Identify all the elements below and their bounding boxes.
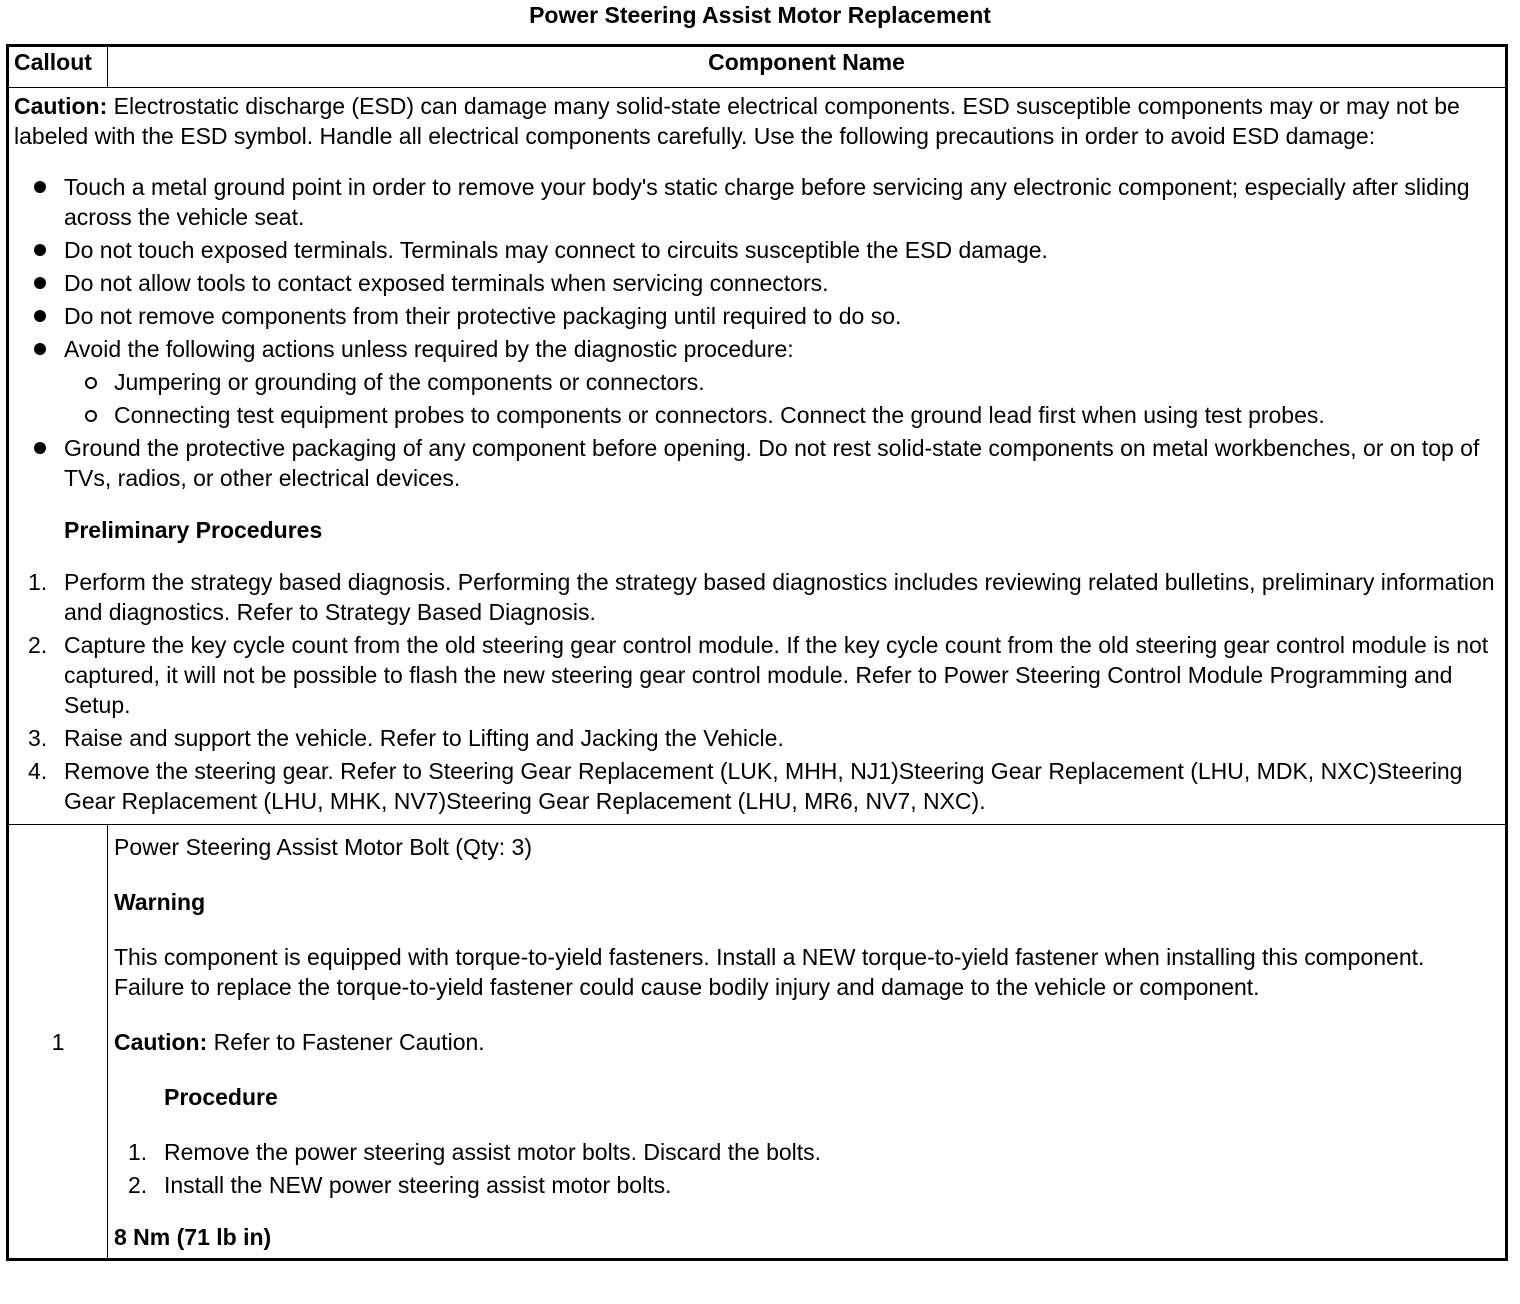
step-item	[114, 1137, 1499, 1167]
avoid-actions-sublist	[64, 367, 1499, 430]
caution-label: Caution:	[114, 1029, 208, 1055]
step-text: Raise and support the vehicle. Refer to Lifting and Jacking the Vehicle.	[64, 725, 784, 751]
step-number: 2.	[28, 632, 48, 658]
procedure-table	[6, 44, 1508, 1261]
step-number: 1.	[128, 1139, 148, 1165]
preliminary-steps-list	[14, 567, 1499, 816]
step-item	[114, 1170, 1499, 1200]
step-item	[14, 630, 1499, 720]
list-item	[14, 334, 1499, 430]
fastener-caution	[114, 1027, 1499, 1057]
component-name: Power Steering Assist Motor Bolt (Qty: 3)	[114, 834, 532, 860]
step-item	[14, 723, 1499, 753]
torque-specification: 8 Nm (71 lb in)	[114, 1224, 272, 1250]
procedure-steps-list	[114, 1137, 1499, 1200]
caution-cell	[8, 88, 1507, 825]
list-item: Do not allow tools to contact exposed terminals when servicing connectors.	[14, 268, 1499, 298]
step-number: 3.	[28, 725, 48, 751]
preliminary-procedures-heading: Preliminary Procedures	[64, 517, 323, 543]
step-text: Install the NEW power steering assist motor bolts.	[164, 1172, 672, 1198]
list-item: Do not remove components from their protective packaging until required to do so.	[14, 301, 1499, 331]
step-number: 4.	[28, 758, 48, 784]
warning-heading: Warning	[114, 889, 206, 915]
step-number: 2.	[128, 1172, 148, 1198]
step-number: 1.	[28, 569, 48, 595]
caution-label: Caution:	[14, 93, 108, 119]
step-text: Perform the strategy based diagnosis. Performing the strategy based diagnostics includes reviewing related bulletins, preliminary information and diagnostics. Refer to Strategy Based Diagnosis.	[64, 569, 1495, 625]
warning-text: This component is equipped with torque-to-yield fasteners. Install a NEW torque-to-yield fastener when installing this component. Failure to replace the torque-to-yield fastener could cause bodily injury and damage to the vehicle or component.	[114, 944, 1425, 1000]
list-item: Touch a metal ground point in order to remove your body's static charge before servicing any electronic component; especially after sliding across the vehicle seat.	[14, 172, 1499, 232]
list-item: Do not touch exposed terminals. Terminals may connect to circuits susceptible the ESD damage.	[14, 235, 1499, 265]
step-text: Remove the power steering assist motor bolts. Discard the bolts.	[164, 1139, 822, 1165]
caution-text: Refer to Fastener Caution.	[213, 1029, 485, 1055]
sub-list-item: Jumpering or grounding of the components or connectors.	[64, 367, 1499, 397]
document-title: Power Steering Assist Motor Replacement	[529, 2, 991, 28]
procedure-heading: Procedure	[164, 1084, 278, 1110]
list-item: Ground the protective packaging of any component before opening. Do not rest solid-state components on metal workbenches, or on top of TVs, radios, or other electrical devices.	[14, 433, 1499, 493]
esd-precautions-list	[14, 172, 1499, 493]
esd-caution-paragraph	[14, 91, 1499, 151]
caution-text: Electrostatic discharge (ESD) can damage many solid-state electrical components. ESD susceptible components may or may not be labeled with the ESD symbol. Handle all electrical components carefully. Use the following precautions in order to avoid ESD damage:	[14, 93, 1460, 149]
component-detail-cell	[108, 825, 1507, 1260]
step-item	[14, 756, 1499, 816]
callout-number: 1	[8, 825, 108, 1260]
callout-column-header: Callout	[8, 46, 108, 88]
table-row	[8, 825, 1507, 1260]
list-item-text: Avoid the following actions unless required by the diagnostic procedure:	[64, 336, 794, 362]
step-text: Capture the key cycle count from the old steering gear control module. If the key cycle count from the old steering gear control module is not captured, it will not be possible to flash the new steering gear control module. Refer to Power Steering Control Module Programming and Setup.	[64, 632, 1489, 718]
step-item	[14, 567, 1499, 627]
caution-row	[8, 88, 1507, 825]
component-name-column-header: Component Name	[108, 46, 1507, 88]
sub-list-item: Connecting test equipment probes to components or connectors. Connect the ground lead first when using test probes.	[64, 400, 1499, 430]
step-text: Remove the steering gear. Refer to Steering Gear Replacement (LUK, MHH, NJ1)Steering Gear Replacement (LHU, MDK, NXC)Steering Gear Replacement (LHU, MHK, NV7)Steering Gear Replacement (LHU, MR6, NV7, NXC).	[64, 758, 1463, 814]
table-header-row	[8, 46, 1507, 88]
